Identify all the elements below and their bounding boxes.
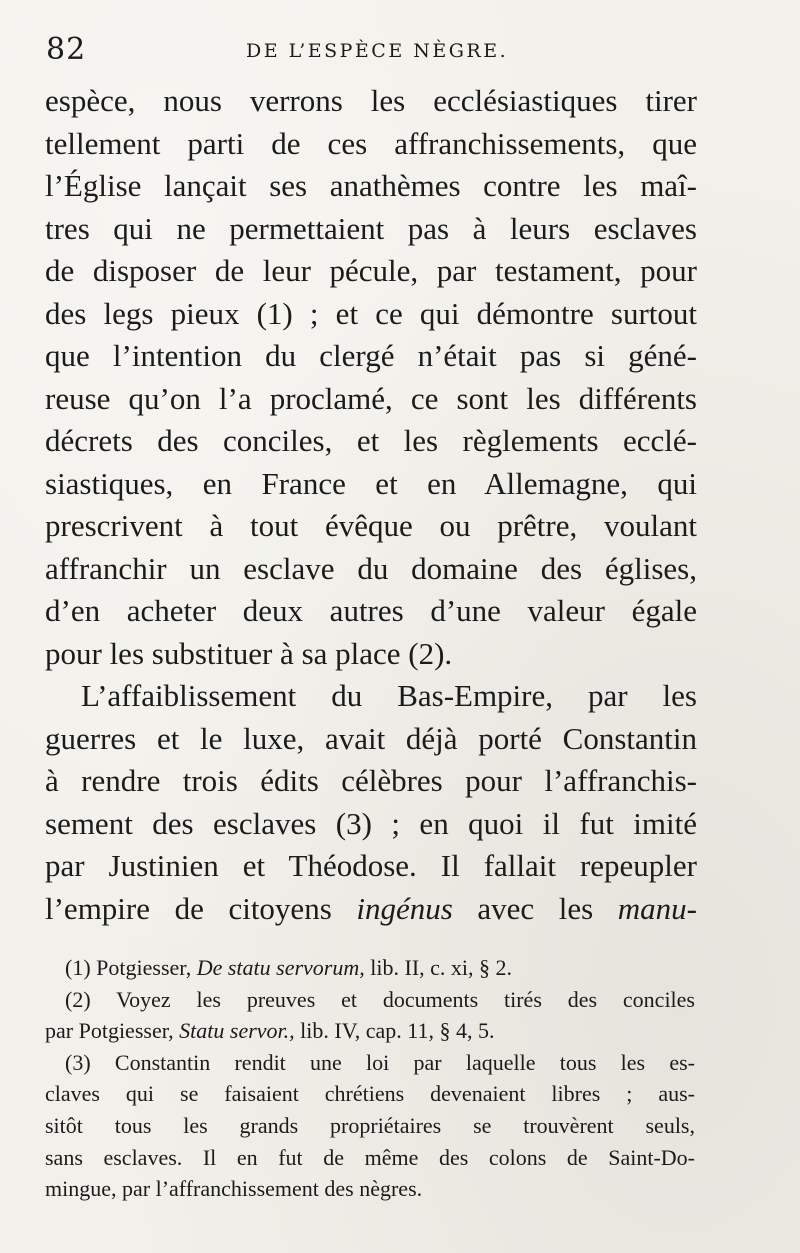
footnote-3-line: sans esclaves. Il en fut de même des colons de Saint-Do- [45,1144,695,1170]
footnote-2-line: (2) Voyez les preuves et documents tirés des conciles [65,986,695,1012]
body-line: siastiques, en France et en Allemagne, qui [45,465,697,501]
footnote-2-line [45,1015,695,1047]
footnote-3-line: (3) Constantin rendit une loi par laquelle tous les es- [65,1049,695,1075]
text-run: l’empire de citoyens [45,890,332,926]
page-number: 82 [46,32,87,67]
body-text [45,80,697,930]
body-line-mixed [45,888,697,931]
body-line: guerres et le luxe, avait déjà porté Constantin [45,720,697,756]
footnote-3-line: mingue, par l’affranchissement des nègres. [45,1176,423,1202]
text-run: avec les [477,890,594,926]
body-line: espèce, nous verrons les ecclésiastiques tirer [45,83,697,118]
text-run: lib. IV, cap. 11, § 4, 5. [300,1018,495,1044]
body-line: à rendre trois édits célèbres pour l’affranchis- [45,763,697,798]
body-line: pour les substituer à sa place (2). [45,635,453,671]
body-line: L’affaiblissement du Bas-Empire, par les [81,678,697,713]
text-run: Potgiesser, [96,955,192,980]
italic-title: De statu servorum, [196,955,365,980]
page-header [46,30,746,70]
italic-title: Statu servor., [179,1018,295,1044]
body-line: prescrivent à tout évêque ou prêtre, voulant [45,508,697,543]
body-line: tres qui ne permettaient pas à leurs esclaves [45,210,697,246]
footnote-3-line: sitôt tous les grands propriétaires se trouvèrent seuls, [45,1112,695,1138]
body-line: par Justinien et Théodose. Il fallait repeupler [45,848,697,883]
body-line: l’Église lançait ses anathèmes contre les maî- [45,168,697,203]
italic-word: manu- [617,890,698,926]
body-line: tellement parti de ces affranchissements, que [45,125,697,161]
footnote-1 [45,952,695,984]
footnote-3-line: claves qui se faisaient chrétiens devenaient libres ; aus- [45,1081,695,1107]
text-run: lib. II, c. xi, § 2. [370,955,513,980]
body-line: de disposer de leur pécule, par testament, pour [45,253,697,288]
body-line: affranchir un esclave du domaine des églises, [45,550,697,586]
text-run: par Potgiesser, [45,1018,174,1044]
running-head: DE L’ESPÈCE NÈGRE. [246,40,509,62]
body-line: des legs pieux (1) ; et ce qui démontre surtout [45,295,697,331]
footnote-number: (1) [65,955,91,980]
footnotes [45,952,695,1205]
body-line: sement des esclaves (3) ; en quoi il fut imité [45,805,697,841]
body-line: décrets des conciles, et les règlements ecclé- [45,423,697,458]
italic-word: ingénus [356,890,453,926]
body-line: d’en acheter deux autres d’une valeur égale [45,593,697,628]
body-line: que l’intention du clergé n’était pas si géné- [45,338,697,373]
body-line: reuse qu’on l’a proclamé, ce sont les différents [45,380,697,416]
